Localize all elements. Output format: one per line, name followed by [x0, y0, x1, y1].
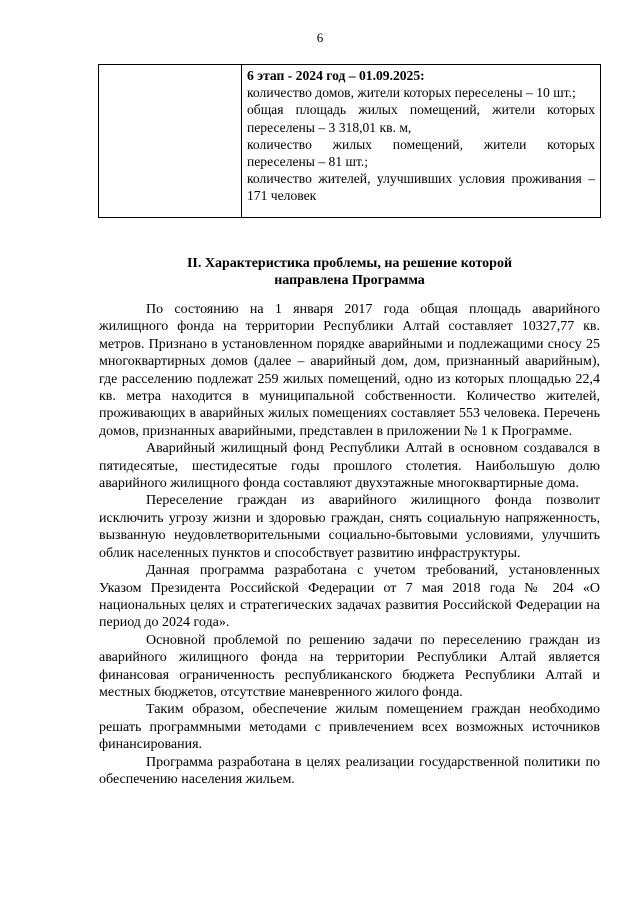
stage-line-premises: количество жилых помещений, жители которых переселены – 81 шт.;: [247, 136, 595, 170]
paragraph-fund-history: Аварийный жилищный фонд Республики Алтай в основном создавался в пятидесятые, шестидесятые годы прошлого столетия. Наибольшую долю аварийного жилищного фонда составляют двухэтажные многоквартирные дома.: [99, 441, 600, 492]
stage-line-area: общая площадь жилых помещений, жители которых переселены – 3 318,01 кв. м,: [247, 102, 595, 135]
paragraph-main-problem: Основной проблемой по решению задачи по переселению граждан из аварийного жилищного фонда на территории Республики Алтай является финансовая ограниченность республиканского бюджета Республики Алтай и местных бюджетов, отсутствие маневренного жилого фонда.: [99, 632, 600, 700]
paragraph-program-methods: Таким образом, обеспечение жилым помещением граждан необходимо решать программными методами с привлечением всех возможных источников финансирования.: [99, 702, 600, 753]
stage-title: 6 этап - 2024 год – 01.09.2025:: [247, 68, 425, 83]
page-number: 6: [316, 30, 324, 45]
paragraph-program-purpose: Программа разработана в целях реализации государственной политики по обеспечению населения жильем.: [99, 754, 600, 787]
section-heading: [98, 255, 601, 289]
stage-table: [98, 64, 601, 218]
section-heading-line-2: направлена Программа: [274, 273, 425, 288]
stage-line-residents: количество жителей, улучшивших условия проживания – 171 человек: [247, 171, 595, 204]
stage-table-right-cell: [242, 65, 600, 217]
section-heading-line-1: II. Характеристика проблемы, на решение которой: [186, 256, 513, 271]
body-text: [99, 301, 600, 788]
paragraph-fund-area: По состоянию на 1 января 2017 года общая площадь аварийного жилищного фонда на территории Республики Алтай составляет 10327,77 кв. метров. Признано в установленном порядке аварийными и подлежащими сносу 25 многоквартирных домов (далее – аварийный дом, дом, признанный аварийным), где расселению подлежат 259 жилых помещений, одно из которых площадью 22,4 кв. метра находится в муниципальной собственности. Количество жителей, проживающих в аварийных жилых помещениях составляет 553 человека. Перечень домов, признанных аварийными, представлен в приложении № 1 к Программе.: [99, 302, 600, 439]
stage-table-left-cell: [99, 65, 242, 217]
stage-line-houses: количество домов, жители которых переселены – 10 шт.;: [247, 85, 576, 101]
paragraph-presidential-decree: Данная программа разработана с учетом требований, установленных Указом Президента Российской Федерации от 7 мая 2018 года № 204 «О национальных целях и стратегических задачах развития Российской Федерации на период до 2024 года».: [99, 563, 600, 631]
paragraph-resettlement-benefits: Переселение граждан из аварийного жилищного фонда позволит исключить угрозу жизни и здоровью граждан, снять социальную напряженность, вызванную неудовлетворительными социально-бытовыми условиями, улучшить облик населенных пунктов и способствует развитию инфраструктуры.: [99, 493, 600, 561]
